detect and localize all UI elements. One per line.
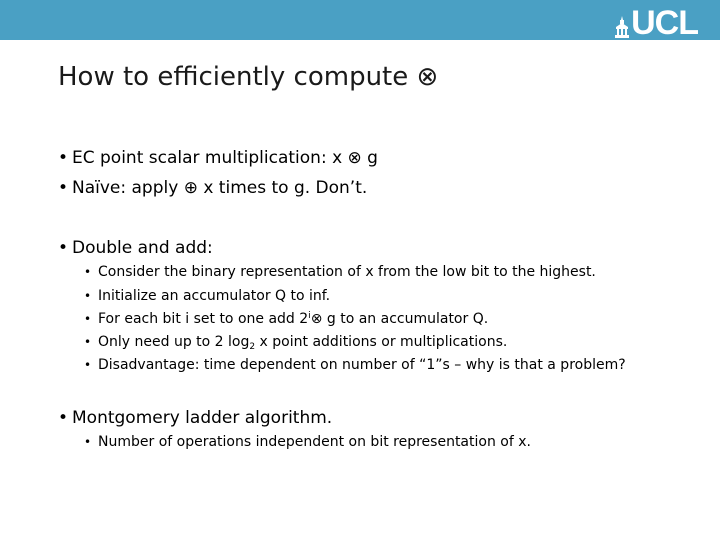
bullet-text: Double and add: [72, 238, 213, 258]
bullet-dot: • [58, 408, 69, 428]
sub-bullet-text: Initialize an accumulator Q to inf. [98, 288, 331, 304]
header-bar [0, 0, 720, 40]
sub-bullet-dot: • [84, 435, 92, 449]
bullet-naive [58, 178, 367, 198]
bullet-scalar-multiplication [58, 148, 378, 168]
bullet-text: Montgomery ladder algorithm. [72, 408, 333, 428]
sub-bullet-text: Disadvantage: time dependent on number of “1”s – why is that a problem? [98, 357, 626, 373]
slide-title: How to efficiently compute ⊗ [58, 62, 439, 92]
sub-bullet [84, 357, 626, 373]
sub-bullet [84, 334, 507, 352]
bullet-montgomery [58, 408, 332, 428]
bullet-double-and-add [58, 238, 213, 258]
sub-bullet-text-post: ⊗ g to an accumulator Q. [310, 311, 489, 327]
bullet-text: Naïve: apply ⊕ x times to g. Don’t. [72, 178, 368, 198]
sub-bullet [84, 264, 596, 280]
sub-bullet-dot: • [84, 289, 92, 303]
sub-bullet [84, 311, 488, 327]
bullet-text: EC point scalar multiplication: x ⊗ g [72, 148, 378, 168]
sub-bullet-dot: • [84, 312, 92, 326]
sub-bullet [84, 434, 531, 450]
subscript-2: 2 [249, 342, 256, 352]
superscript-i: i [308, 311, 311, 321]
bullet-dot: • [58, 148, 69, 168]
sub-bullet-dot: • [84, 358, 92, 372]
bullet-dot: • [58, 238, 69, 258]
ucl-logo [615, 4, 698, 42]
sub-bullet-text-post: x point additions or multiplications. [255, 334, 508, 350]
sub-bullet-dot: • [84, 265, 92, 279]
ucl-portico-icon [615, 16, 629, 38]
sub-bullet-text-pre: For each bit i set to one add 2 [98, 311, 309, 327]
logo-text: UCL [631, 4, 698, 42]
sub-bullet-text: Number of operations independent on bit representation of x. [98, 434, 531, 450]
sub-bullet [84, 288, 330, 304]
sub-bullet-text-pre: Only need up to 2 log [98, 334, 250, 350]
bullet-dot: • [58, 178, 69, 198]
sub-bullet-text: Consider the binary representation of x from the low bit to the highest. [98, 264, 596, 280]
sub-bullet-dot: • [84, 335, 92, 349]
